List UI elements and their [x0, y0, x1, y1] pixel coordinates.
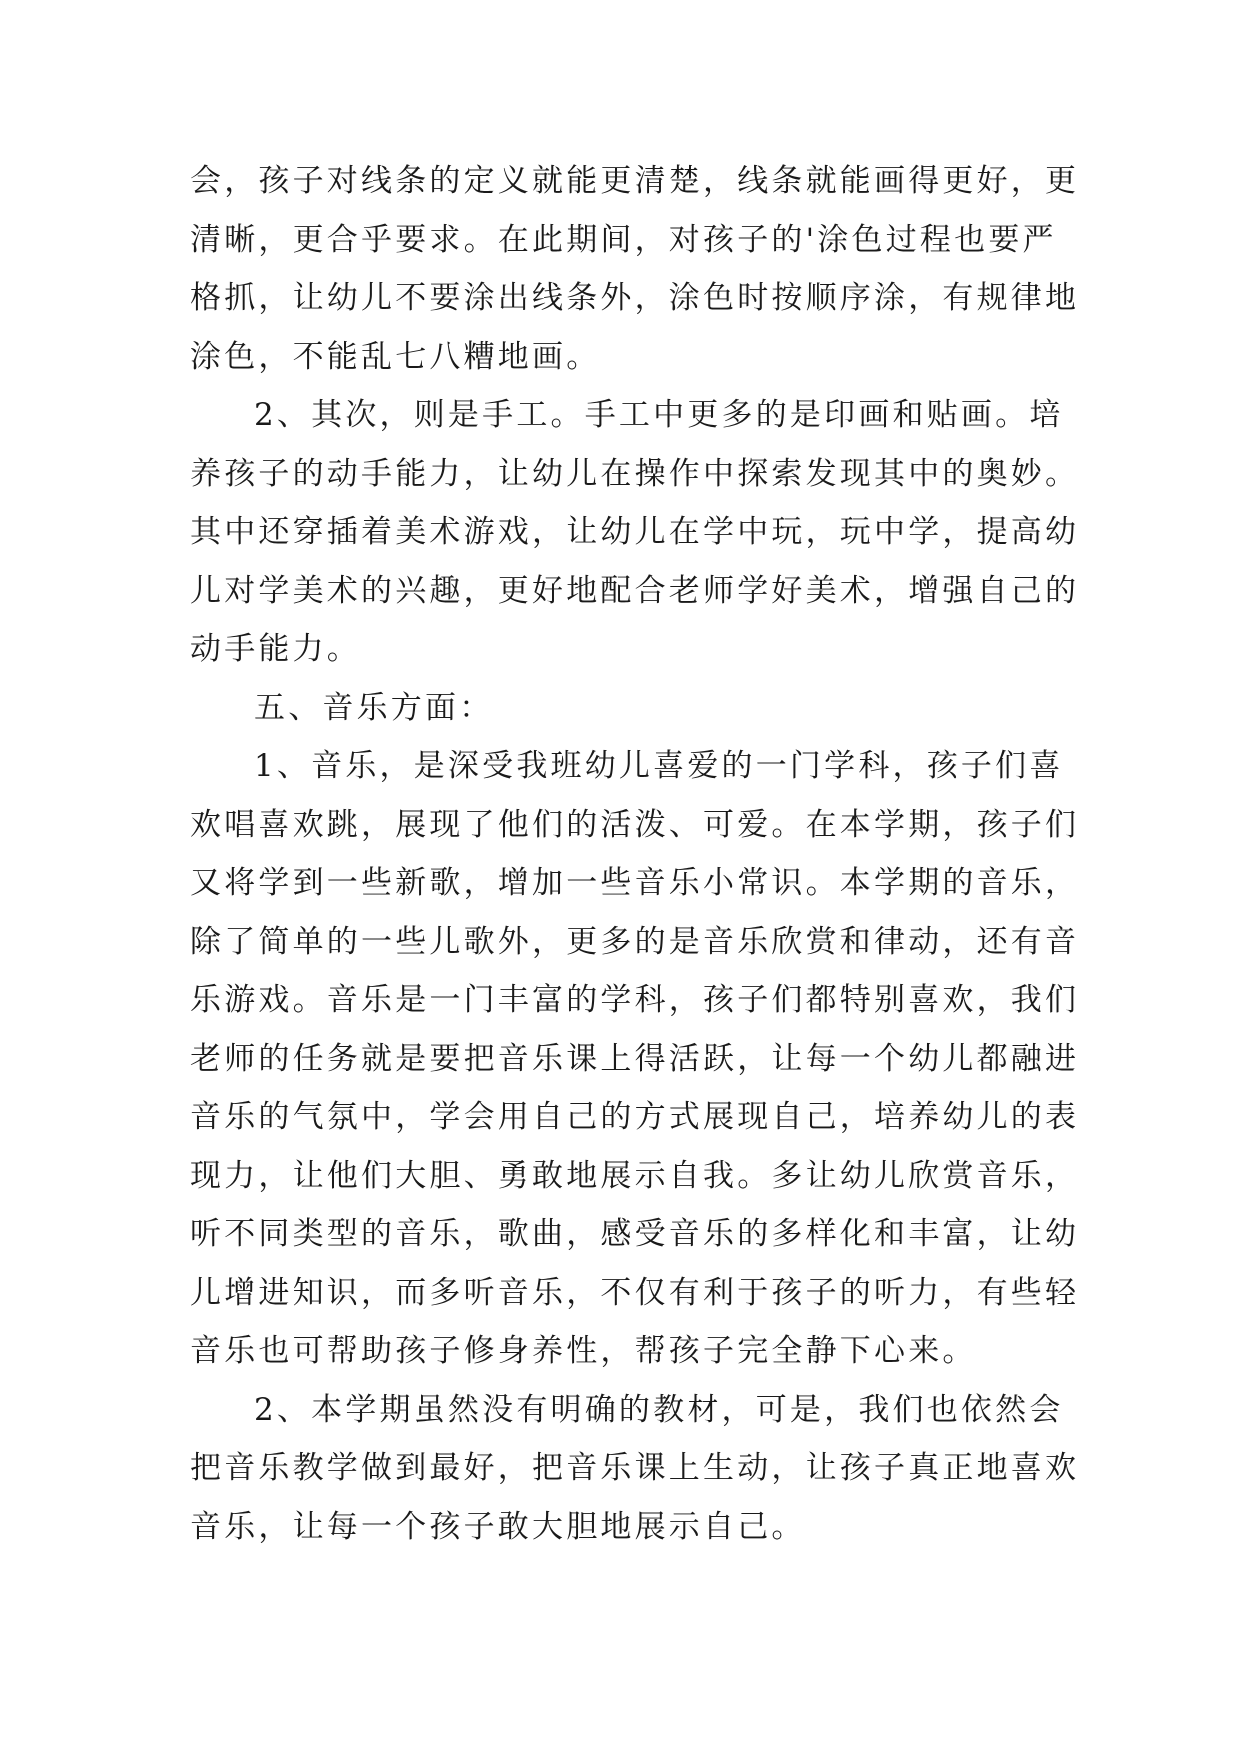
text-line: 五、音乐方面： [254, 689, 494, 726]
text-line: 会，孩子对线条的定义就能更清楚，线条就能画得更好，更 [190, 163, 1080, 199]
text-line: 音乐的气氛中，学会用自己的方式展现自己，培养幼儿的表 [190, 1099, 1080, 1135]
text-line: 音乐也可帮助孩子修身养性，帮孩子完全静下心来。 [190, 1333, 977, 1369]
text-line: 动手能力。 [190, 631, 361, 667]
text-line: 儿对学美术的兴趣，更好地配合老师学好美术，增强自己的 [190, 572, 1080, 609]
document-body [190, 152, 1080, 1556]
text-line: 又将学到一些新歌，增加一些音乐小常识。本学期的音乐， [190, 865, 1080, 901]
text-line: 音乐，让每一个孩子敢大胆地展示自己。 [190, 1508, 806, 1545]
text-line: 把音乐教学做到最好，把音乐课上生动，让孩子真正地喜欢 [190, 1450, 1080, 1486]
text-line: 涂色，不能乱七八糟地画。 [190, 338, 601, 375]
text-line: 1、音乐，是深受我班幼儿喜爱的一门学科，孩子们喜 [254, 748, 1064, 784]
text-line: 现力，让他们大胆、勇敢地展示自我。多让幼儿欣赏音乐， [190, 1157, 1080, 1194]
text-line: 乐游戏。音乐是一门丰富的学科，孩子们都特别喜欢，我们 [190, 982, 1080, 1018]
text-line: 老师的任务就是要把音乐课上得活跃，让每一个幼儿都融进 [190, 1040, 1080, 1077]
text-line: 儿增进知识，而多听音乐，不仅有利于孩子的听力，有些轻 [190, 1274, 1080, 1311]
text-line: 2、本学期虽然没有明确的教材，可是，我们也依然会 [254, 1391, 1064, 1428]
text-line: 听不同类型的音乐，歌曲，感受音乐的多样化和丰富，让幼 [190, 1216, 1080, 1252]
text-line: 格抓，让幼儿不要涂出线条外，涂色时按顺序涂，有规律地 [190, 280, 1080, 316]
text-line: 清晰，更合乎要求。在此期间，对孩子的'涂色过程也要严 [190, 221, 1057, 258]
text-line: 养孩子的动手能力，让幼儿在操作中探索发现其中的奥妙。 [190, 455, 1080, 492]
text-line: 欢唱喜欢跳，展现了他们的活泼、可爱。在本学期，孩子们 [190, 806, 1080, 843]
text-line: 2、其次，则是手工。手工中更多的是印画和贴画。培 [254, 397, 1064, 433]
text-line: 其中还穿插着美术游戏，让幼儿在学中玩，玩中学，提高幼 [190, 514, 1080, 550]
text-line: 除了简单的一些儿歌外，更多的是音乐欣赏和律动，还有音 [190, 923, 1080, 960]
